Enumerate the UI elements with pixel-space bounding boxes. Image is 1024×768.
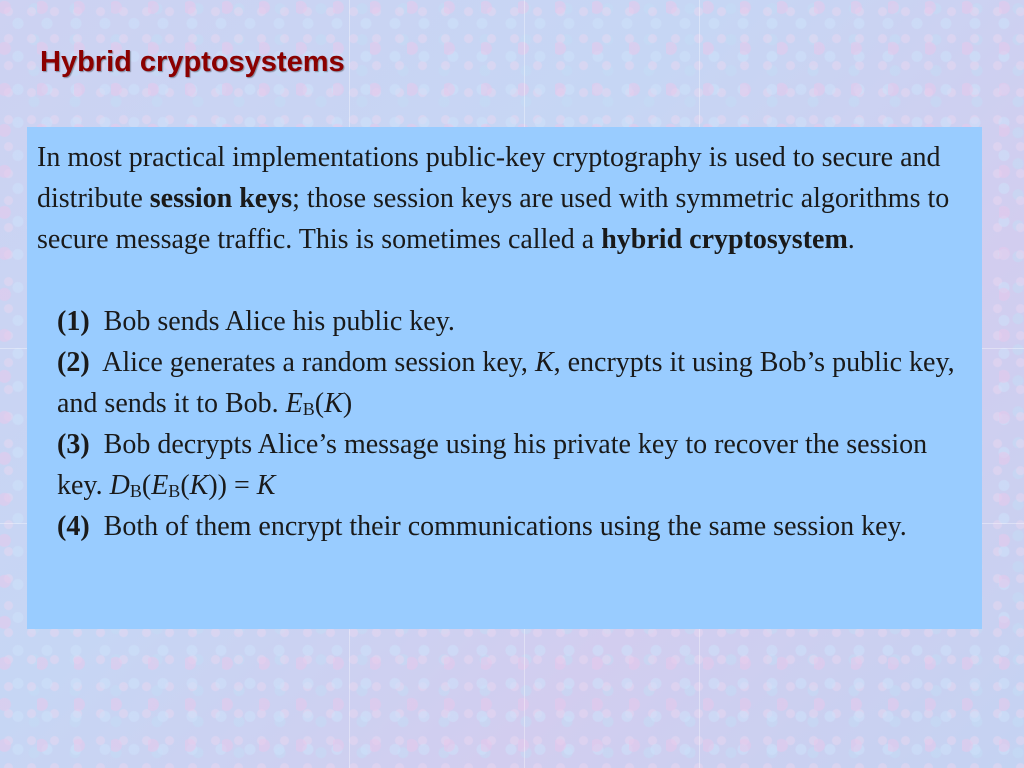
math-var: K: [534, 347, 554, 378]
math-paren: (: [314, 388, 325, 419]
slide-title: Hybrid cryptosystems: [40, 46, 345, 78]
intro-text: .: [847, 224, 855, 255]
math-paren: (: [141, 470, 152, 501]
step-number: (4): [57, 511, 90, 542]
step-text: Bob sends Alice his public key.: [103, 306, 455, 337]
math-subscript: B: [129, 481, 142, 501]
math-subscript: B: [302, 399, 315, 419]
math-subscript: B: [168, 481, 181, 501]
content-box: [27, 127, 982, 629]
math-var: K: [256, 470, 276, 501]
math-var: E: [151, 470, 169, 501]
step-2: [57, 342, 972, 424]
step-text: Both of them encrypt their communications using the same session key.: [103, 511, 907, 542]
math-paren: ): [342, 388, 353, 419]
step-text: , encrypts it using Bob’s public key, and sends it to Bob.: [57, 347, 955, 419]
term-session-keys: session keys: [149, 183, 293, 214]
step-number: (2): [57, 347, 90, 378]
step-number: (3): [57, 429, 90, 460]
math-paren: )) =: [208, 470, 257, 501]
step-3: [57, 424, 972, 506]
intro-text: ; those session keys are used with symmetric algorithms to secure message traffic. This is sometimes called a: [37, 183, 950, 255]
step-text: Bob decrypts Alice’s message using his private key to recover the session key.: [57, 429, 928, 501]
step-4: [57, 506, 972, 547]
math-var: D: [109, 470, 130, 501]
step-number: (1): [57, 306, 90, 337]
intro-paragraph: [37, 137, 972, 260]
math-var: E: [285, 388, 303, 419]
math-var: K: [189, 470, 209, 501]
step-text: Alice generates a random session key,: [102, 347, 535, 378]
math-var: K: [324, 388, 343, 419]
math-paren: (: [180, 470, 190, 501]
steps-list: [57, 301, 972, 547]
intro-text: In most practical implementations public-key cryptography is used to secure and distribute: [37, 142, 941, 214]
step-1: [57, 301, 972, 342]
term-hybrid-cryptosystem: hybrid cryptosystem: [601, 224, 848, 255]
